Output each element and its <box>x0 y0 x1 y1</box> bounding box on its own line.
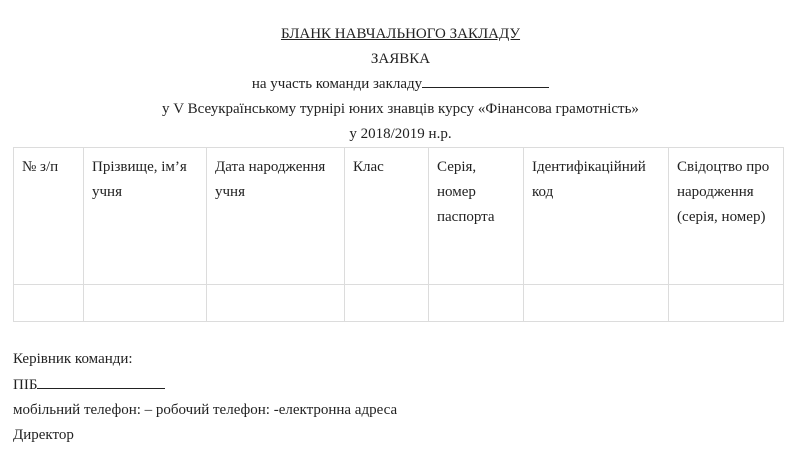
full-name-line <box>13 373 165 397</box>
table-cell <box>345 285 429 322</box>
table-cell <box>84 285 207 322</box>
table-cell <box>429 285 524 322</box>
full-name-label: ПІБ <box>13 377 38 393</box>
column-header-name: Прізвище, ім’я учня <box>84 148 207 285</box>
participation-text: на участь команди закладу <box>251 76 423 92</box>
column-header-passport: Серія, номер паспорта <box>429 148 524 285</box>
full-name-blank <box>37 374 165 389</box>
contacts-line: мобільний телефон: – робочий телефон: -електронна адреса <box>13 402 398 418</box>
column-header-tax-id: Ідентифікаційний код <box>524 148 669 285</box>
column-header-birth-date: Дата народження учня <box>207 148 345 285</box>
team-leader-label: Керівник команди: <box>13 351 133 367</box>
column-header-class: Клас <box>345 148 429 285</box>
table-cell <box>669 285 784 322</box>
institution-blank-heading: БЛАНК НАВЧАЛЬНОГО ЗАКЛАДУ <box>280 26 521 42</box>
participation-line <box>0 72 801 96</box>
participants-table <box>13 147 784 322</box>
school-name-blank <box>422 73 549 88</box>
school-year-line: у 2018/2019 н.р. <box>349 126 452 142</box>
table-row <box>14 285 784 322</box>
table-cell <box>14 285 84 322</box>
column-header-birth-certificate: Свідоцтво про народження (серія, номер) <box>669 148 784 285</box>
column-header-number: № з/п <box>14 148 84 285</box>
table-cell <box>524 285 669 322</box>
application-title: ЗАЯВКА <box>370 51 431 67</box>
tournament-line: у V Всеукраїнському турнірі юних знавців курсу «Фінансова грамотність» <box>162 101 639 117</box>
table-header-row <box>14 148 784 285</box>
table-cell <box>207 285 345 322</box>
director-label: Директор <box>13 427 74 443</box>
